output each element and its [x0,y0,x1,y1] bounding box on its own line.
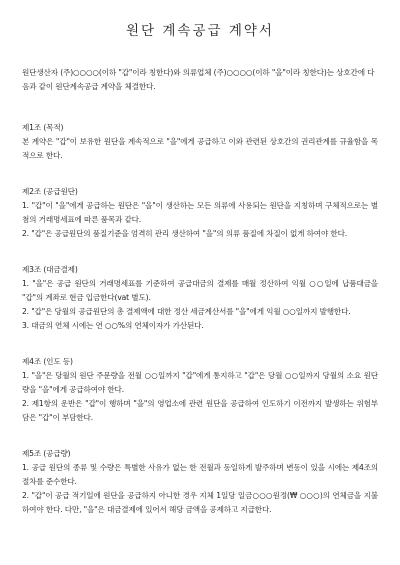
article-2 [22,185,378,241]
article-heading: 제3조 (대금결제) [22,265,78,274]
article-paragraph: 1. "을"은 공급 원단의 거래명세표를 기준하여 공급대금의 결제를 매월 정산하여 익월 ○○일에 납품대금을 "갑"의 계좌로 현금 입금한다(vat 별도). [22,279,378,302]
article-paragraph: 본 계약은 "갑"이 보유한 원단을 계속적으로 "을"에게 공급하고 이와 관련된 상호간의 권리관계를 규율함을 목적으로 한다. [22,137,378,160]
article-heading: 제2조 (공급원단) [22,187,78,196]
article-paragraph: 2. 제1항의 운반은 "갑"이 행하며 "을"의 영업소에 관련 원단을 공급하여 인도하기 이전까지 발생하는 위험부담은 "갑"이 부담한다. [22,399,378,422]
article-3 [22,263,378,333]
article-heading: 제1조 (목적) [22,123,64,132]
document-title: 원단 계속공급 계약서 [126,23,274,39]
article-5 [22,447,378,517]
article-heading: 제5조 (공급량) [22,449,71,458]
article-1 [22,121,378,163]
article-paragraph: 2. "갑"이 공급 적기일에 원단을 공급하지 아니한 경우 지체 1일당 일금○○○원정(₩ ○○○)의 연체금을 지불하여야 한다. 다만, "을"은 대금결제에 있어서 해당 금액을 공제하고 지급한다. [22,491,378,514]
intro-paragraph: 원단생산자 (주)○○○○(이하 "갑"이라 칭한다)와 의류업체 (주)○○○○(이하 "을"이라 칭한다)는 상호간에 다음과 같이 원단계속공급 계약을 체결한다. [22,68,375,91]
article-paragraph: 1. 공급 원단의 종류 및 수량은 특별한 사유가 없는 한 전월과 동일하게 발주하며 변동이 있을 시에는 제4조의 절차를 준수한다. [22,463,378,486]
article-paragraph: 3. 대금의 연체 시에는 연 ○○%의 연체이자가 가산된다. [22,321,204,330]
article-heading: 제4조 (인도 등) [22,357,73,366]
article-4 [22,355,378,425]
article-paragraph: 2. "갑"은 당월의 공급원단의 총 결제액에 대한 정산 세금계산서를 "을"에게 익월 ○○일까지 발행한다. [22,307,351,316]
article-paragraph: 1. "을"은 당월의 원단 주문량을 전월 ○○일까지 "갑"에게 통지하고 "갑"은 당월 ○○일까지 당월의 소요 원단량을 "을"에게 공급하여야 한다. [22,371,378,394]
article-paragraph: 2. "갑"은 공급원단의 품질기준을 엄격히 관리 생산하여 "을"의 의류 품질에 차질이 없게 하여야 한다. [22,229,348,238]
article-paragraph: 1. "갑"이 "을"에게 공급하는 원단은 "을"이 생산하는 모든 의류에 사용되는 원단을 지칭하며 구체적으로는 별첨의 거래명세표에 따른 품목과 같다. [22,201,378,224]
